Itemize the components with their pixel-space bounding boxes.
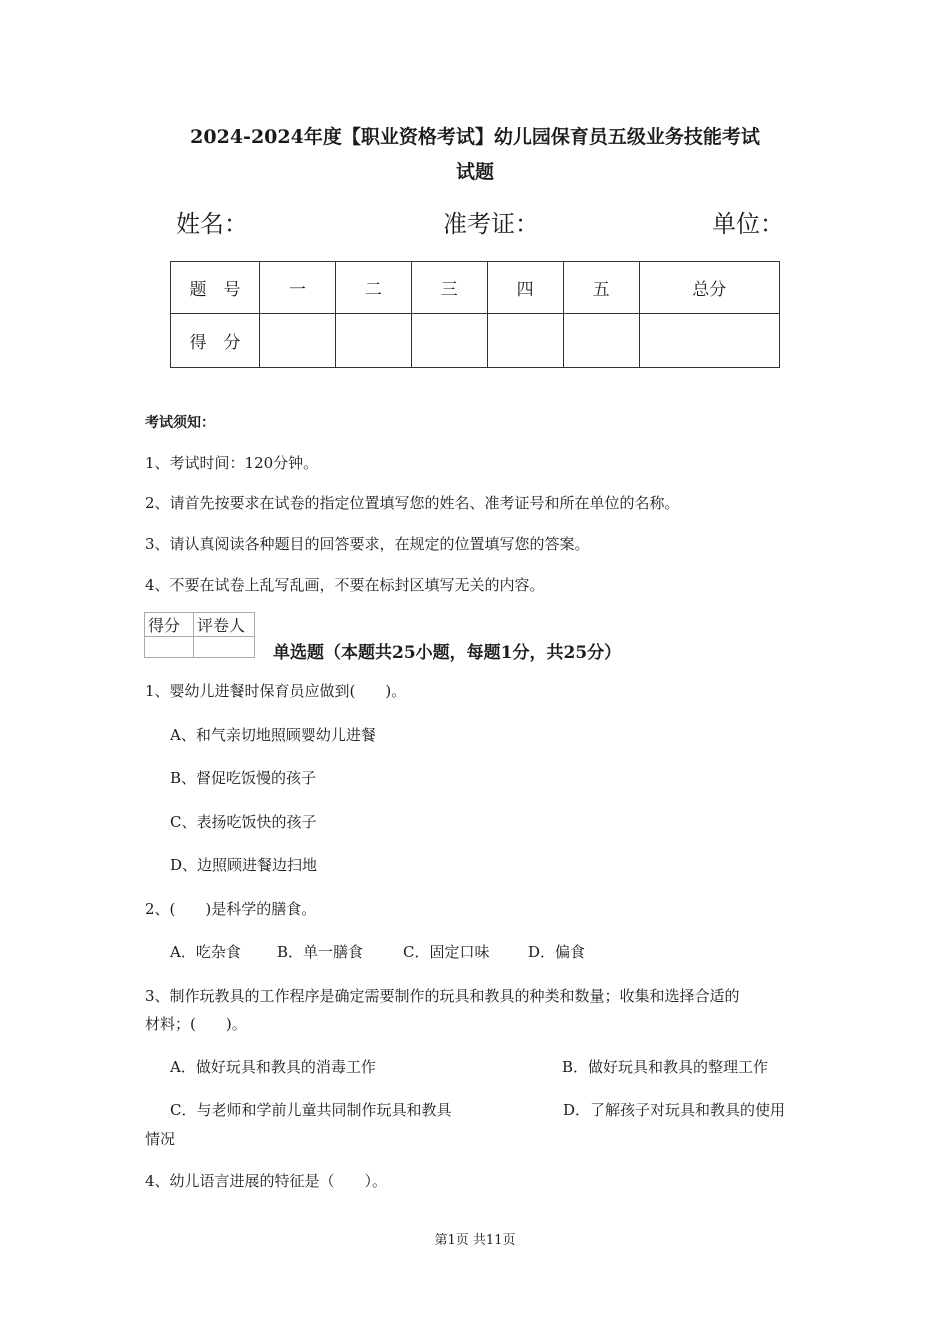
question-2-option-c: C．固定口味 xyxy=(403,943,490,961)
question-3-option-d-continued: 情况 xyxy=(145,1130,176,1148)
question-3-option-a: A．做好玩具和教具的消毒工作 xyxy=(170,1058,376,1076)
score-header-cell: 二 xyxy=(335,262,411,314)
page-footer: 第1页 共11页 xyxy=(434,1233,516,1248)
score-cell[interactable] xyxy=(563,314,639,368)
question-3-stem-line2: 材料；( )。 xyxy=(145,1015,247,1033)
unit-label: 单位： xyxy=(712,210,784,238)
exam-number-label: 准考证： xyxy=(443,210,539,238)
question-2-option-a: A．吃杂食 xyxy=(170,943,241,961)
name-label: 姓名： xyxy=(176,210,248,238)
score-cell[interactable] xyxy=(639,314,779,368)
grader-box-grader-cell[interactable] xyxy=(194,637,255,658)
question-3-option-b: B．做好玩具和教具的整理工作 xyxy=(562,1058,769,1076)
score-cell[interactable] xyxy=(260,314,336,368)
question-1-option-a: A、和气亲切地照顾婴幼儿进餐 xyxy=(170,726,376,744)
grader-box-score-cell[interactable] xyxy=(145,637,194,658)
notice-heading: 考试须知： xyxy=(145,415,215,431)
document-title-line1: 2024-2024年度【职业资格考试】幼儿园保育员五级业务技能考试 xyxy=(190,126,760,148)
notice-item: 1、考试时间：120分钟。 xyxy=(145,454,319,472)
question-4-stem: 4、幼儿语言进展的特征是（ ）。 xyxy=(145,1172,388,1190)
grader-box-score-label: 得分 xyxy=(145,613,194,637)
question-3-stem-line1: 3、制作玩教具的工作程序是确定需要制作的玩具和教具的种类和数量；收集和选择合适的 xyxy=(145,987,740,1005)
question-3-option-d: D．了解孩子对玩具和教具的使用 xyxy=(563,1101,786,1119)
grader-box-grader-label: 评卷人 xyxy=(194,613,255,637)
grader-box xyxy=(144,612,255,658)
document-title-line2: 试题 xyxy=(455,161,494,183)
question-1-option-d: D、边照顾进餐边扫地 xyxy=(170,856,318,874)
score-table xyxy=(170,261,780,368)
notice-item: 4、不要在试卷上乱写乱画，不要在标封区填写无关的内容。 xyxy=(145,576,545,594)
question-3-option-c: C．与老师和学前儿童共同制作玩具和教具 xyxy=(170,1101,452,1119)
score-cell[interactable] xyxy=(335,314,411,368)
score-header-cell: 一 xyxy=(260,262,336,314)
score-table-header-row xyxy=(171,262,780,314)
question-2-stem: 2、( )是科学的膳食。 xyxy=(145,900,317,918)
score-header-cell: 四 xyxy=(487,262,563,314)
score-cell[interactable] xyxy=(487,314,563,368)
section-title: 单选题（本题共25小题，每题1分，共25分） xyxy=(273,643,622,663)
question-1-option-b: B、督促吃饭慢的孩子 xyxy=(170,769,317,787)
question-1-stem: 1、婴幼儿进餐时保育员应做到( )。 xyxy=(145,682,407,700)
question-2-option-b: B．单一膳食 xyxy=(277,943,364,961)
score-header-cell: 题 号 xyxy=(171,262,260,314)
score-row-label: 得 分 xyxy=(171,314,260,368)
score-header-cell: 三 xyxy=(411,262,487,314)
score-table-score-row xyxy=(171,314,780,368)
score-header-cell: 五 xyxy=(563,262,639,314)
score-header-cell: 总分 xyxy=(639,262,779,314)
question-2-option-d: D．偏食 xyxy=(528,943,586,961)
question-1-option-c: C、表扬吃饭快的孩子 xyxy=(170,813,317,831)
notice-item: 3、请认真阅读各种题目的回答要求，在规定的位置填写您的答案。 xyxy=(145,535,590,553)
score-cell[interactable] xyxy=(411,314,487,368)
notice-item: 2、请首先按要求在试卷的指定位置填写您的姓名、准考证号和所在单位的名称。 xyxy=(145,494,680,512)
